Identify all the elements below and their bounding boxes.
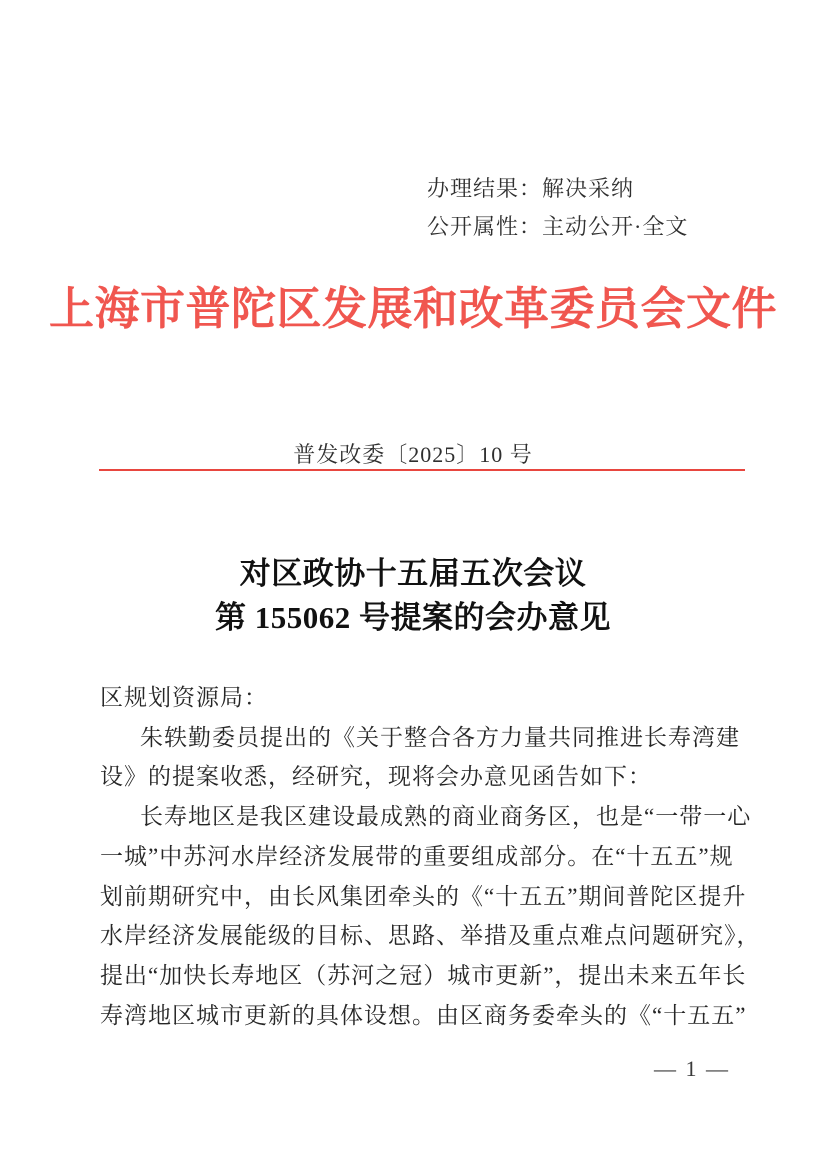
document-title-line2: 第 155062 号提案的会办意见 xyxy=(215,600,611,635)
publicity-attribute: 公开属性：主动公开·全文 xyxy=(427,214,689,239)
document-title xyxy=(0,552,826,640)
body-text xyxy=(100,678,761,1035)
header-meta xyxy=(427,170,688,246)
agency-masthead: 上海市普陀区发展和改革委员会文件 xyxy=(48,284,777,334)
red-separator-line xyxy=(99,469,745,471)
body-line: 寿湾地区城市更新的具体设想。由区商务委牵头的《“十五五” xyxy=(100,1002,747,1028)
body-line: 水岸经济发展能级的目标、思路、举措及重点难点问题研究》， xyxy=(100,923,761,949)
page-number: — 1 — xyxy=(654,1056,730,1081)
salutation: 区规划资源局： xyxy=(100,685,268,710)
document-title-line1: 对区政协十五届五次会议 xyxy=(239,556,587,591)
body-line: 一城”中苏河水岸经济发展带的重要组成部分。在“十五五”规 xyxy=(100,843,734,869)
document-number: 普发改委〔2025〕10 号 xyxy=(293,442,533,467)
body-line: 设》的提案收悉，经研究，现将会办意见函告如下： xyxy=(100,764,652,790)
body-line: 长寿地区是我区建设最成熟的商业商务区，也是“一带一心 xyxy=(140,804,752,830)
body-line: 划前期研究中，由长风集团牵头的《“十五五”期间普陀区提升 xyxy=(100,883,747,909)
handling-result: 办理结果：解决采纳 xyxy=(427,176,635,201)
body-line: 朱轶勤委员提出的《关于整合各方力量共同推进长寿湾建 xyxy=(140,724,740,750)
body-line: 提出“加快长寿地区（苏河之冠）城市更新”，提出未来五年长 xyxy=(100,962,747,988)
